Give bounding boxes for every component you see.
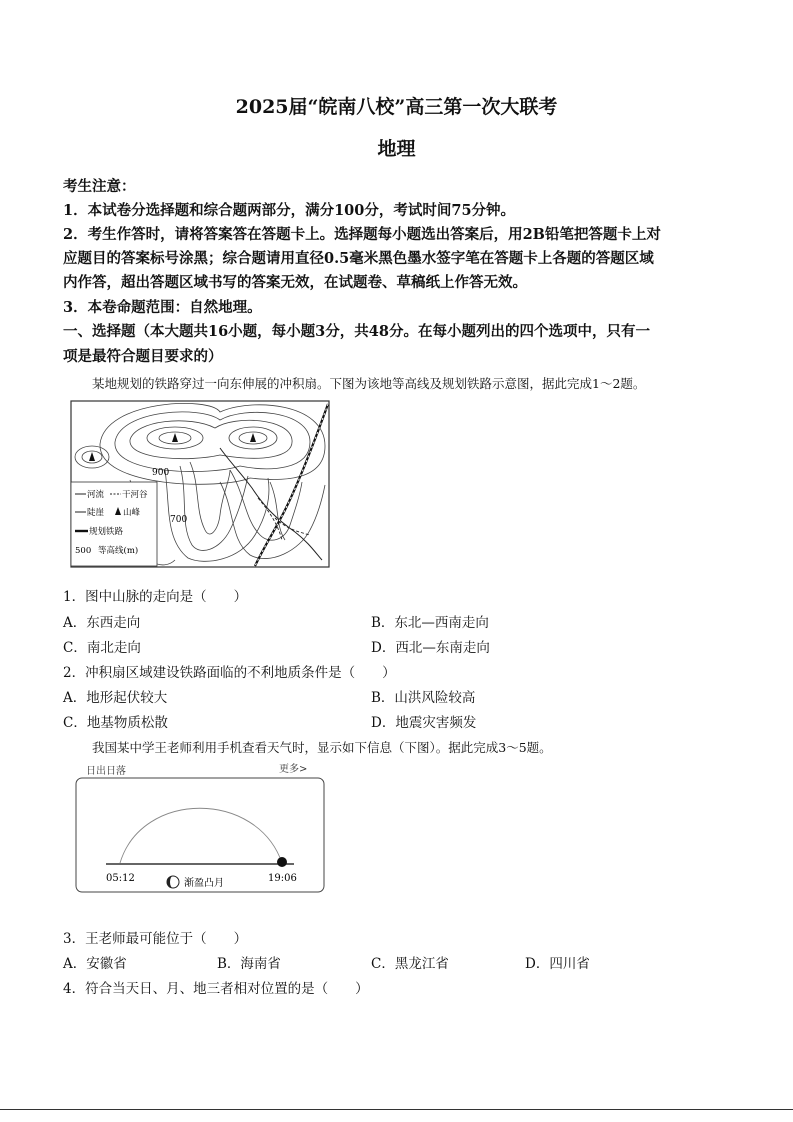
legend-railway: 规划铁路 [89,527,124,537]
contour-label-900: 900 [152,468,170,478]
sunrise-sunset-figure [72,760,328,895]
q1-option-a: A．东西走向 [63,615,141,631]
q2-stem: 2．冲积扇区域建设铁路面临的不利地质条件是（ ） [63,665,396,681]
legend-dry-valley: 干河谷 [122,490,148,500]
sun-icon [277,857,287,867]
notice-item-2-end: 内作答，超出答题区域书写的答案无效，在试题卷、草稿纸上作答无效。 [63,274,527,291]
legend-contour: 等高线(m) [98,546,139,556]
q1-option-b: B．东北—西南走向 [371,615,489,631]
q3-option-a: A．安徽省 [63,956,127,972]
q2-option-b: B．山洪风险较高 [371,690,476,706]
passage-2: 我国某中学王老师利用手机查看天气时，显示如下信息（下图）。据此完成3～5题。 [92,740,552,755]
contour-label-700: 700 [170,515,188,525]
q4-stem: 4．符合当天日、月、地三者相对位置的是（ ） [63,981,369,997]
moon-phase-label: 渐盈凸月 [184,878,224,889]
notice-item-2-cont: 应题目的答案标号涂黑；综合题请用直径0.5毫米黑色墨水签字笔在答题卡上各题的答题区域 [63,250,654,267]
more-link: 更多> [279,764,308,775]
notice-heading: 考生注意： [63,178,136,195]
q1-option-d: D．西北—东南走向 [371,640,490,656]
q2-option-a: A．地形起伏较大 [63,690,168,706]
sunrise-time: 05:12 [106,873,135,884]
q3-stem: 3．王老师最可能位于（ ） [63,931,248,947]
q1-option-c: C．南北走向 [63,640,141,656]
q3-option-c: C．黑龙江省 [371,956,449,972]
notice-item-2: 2．考生作答时，请将答案答在答题卡上。选择题每小题选出答案后，用2B铅笔把答题卡上对 [63,226,661,243]
q3-option-b: B．海南省 [217,956,281,972]
exam-title: 2025届“皖南八校”高三第一次大联考 [235,96,558,118]
widget-title: 日出日落 [86,766,126,777]
section-heading-line1: 一、选择题（本大题共16小题，每小题3分，共48分。在每小题列出的四个选项中，只有一 [63,323,650,340]
sunset-time: 19:06 [268,873,297,884]
legend-contour-value: 500 [75,546,92,556]
notice-item-3: 3．本卷命题范围：自然地理。 [63,299,262,316]
q3-option-d: D．四川省 [525,956,590,972]
passage-1: 某地规划的铁路穿过一向东伸展的冲积扇。下图为该地等高线及规划铁路示意图，据此完成1～2题。 [92,376,646,391]
contour-map [70,400,332,570]
legend-peak: 山峰 [123,508,141,518]
legend-river: 河流 [87,490,105,500]
q2-option-d: D．地震灾害频发 [371,715,477,731]
subject-title: 地理 [377,138,416,160]
q1-stem: 1．图中山脉的走向是（ ） [63,589,248,605]
q2-option-c: C．地基物质松散 [63,715,168,731]
section-heading-line2: 项是最符合题目要求的） [63,348,223,365]
notice-item-1: 1．本试卷分选择题和综合题两部分，满分100分，考试时间75分钟。 [63,202,516,219]
legend-cliff: 陡崖 [87,508,105,518]
page-bottom-rule [0,1109,793,1110]
